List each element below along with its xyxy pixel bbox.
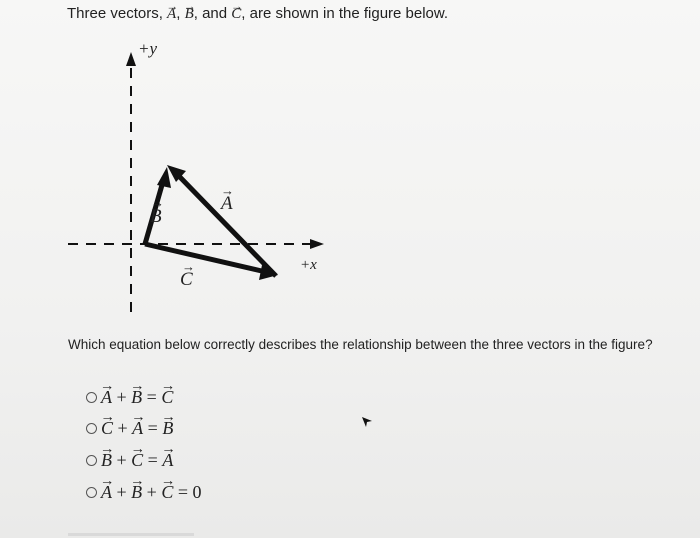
option-equation: → B + → C = → A: [101, 450, 173, 471]
vector-c-label: [180, 259, 195, 290]
answer-option-4[interactable]: [86, 482, 201, 503]
question-text: Which equation below correctly describes the relationship between the three vectors in the figure?: [68, 337, 653, 352]
answer-option-1[interactable]: [86, 387, 173, 408]
vector-c-symbol: → C: [231, 6, 241, 23]
option-equation: → A + → B = → C: [101, 387, 173, 408]
x-axis-arrowhead: [310, 239, 324, 249]
vector-b-symbol: → B: [185, 6, 194, 23]
svg-text:B: B: [150, 206, 162, 227]
x-axis-label: +x: [300, 257, 317, 273]
intro-prefix: Three vectors,: [67, 5, 168, 22]
vector-b-arrowhead: [157, 167, 171, 188]
radio-button[interactable]: [86, 487, 97, 498]
answer-option-3[interactable]: [86, 450, 173, 471]
vector-a-symbol: → A: [167, 6, 176, 23]
radio-button[interactable]: [86, 423, 97, 434]
divider: [68, 533, 194, 536]
svg-text:→: →: [151, 195, 164, 210]
option-equation: → A + → B + → C = 0: [101, 482, 201, 503]
svg-text:A: A: [221, 193, 233, 214]
radio-button[interactable]: [86, 455, 97, 466]
answer-option-2[interactable]: [86, 418, 173, 439]
y-axis-label: +y: [138, 39, 158, 58]
svg-text:C: C: [180, 269, 193, 290]
vector-b-label: [150, 195, 164, 227]
option-equation: → C + → A = → B: [101, 418, 173, 439]
intro-separator: , and: [193, 5, 232, 22]
svg-text:→: →: [182, 259, 195, 274]
vector-a-label: [219, 183, 234, 214]
svg-text:→: →: [221, 183, 234, 198]
y-axis-arrowhead: [126, 52, 136, 66]
mouse-cursor-icon: [361, 416, 373, 428]
radio-button[interactable]: [86, 392, 97, 403]
intro-suffix: , are shown in the figure below.: [241, 5, 449, 22]
intro-separator: ,: [176, 5, 185, 22]
